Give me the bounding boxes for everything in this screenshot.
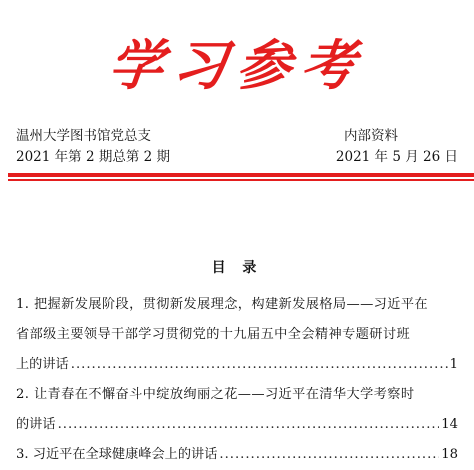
toc-entry-text: 3. 习近平在全球健康峰会上的讲话 [16, 447, 218, 462]
toc-leader [58, 410, 440, 440]
toc-entry-text: 2. 让青春在不懈奋斗中绽放绚丽之花——习近平在清华大学考察时 [16, 387, 415, 402]
toc-entry[interactable] [16, 290, 458, 380]
issue-number: 2021 年第 2 期总第 2 期 [16, 149, 170, 165]
toc-page-number: 14 [441, 417, 458, 432]
toc-page-number: 1 [449, 357, 458, 372]
header-row-2 [16, 148, 458, 166]
toc-entry-text: 省部级主要领导干部学习贯彻党的十九届五中全会精神专题研讨班 [16, 327, 411, 342]
toc-entry[interactable] [16, 380, 458, 440]
toc-entry-text: 的讲话 [16, 417, 56, 432]
table-of-contents [16, 290, 458, 470]
publisher: 温州大学图书馆党总支 [16, 128, 151, 144]
toc-title: 目 录 [211, 260, 263, 276]
masthead [0, 26, 474, 104]
classification: 内部资料 [344, 128, 398, 144]
toc-leader [219, 440, 439, 470]
header-rule-thin [8, 179, 474, 181]
masthead-title: 学习参考 [105, 33, 369, 97]
header-rule-thick [8, 173, 474, 177]
toc-entry-text: 上的讲话 [16, 357, 69, 372]
toc-entry-text: 1. 把握新发展阶段，贯彻新发展理念，构建新发展格局——习近平在 [16, 297, 429, 312]
toc-leader [71, 350, 448, 380]
publish-date: 2021 年 5 月 26 日 [335, 149, 458, 165]
toc-page-number: 18 [441, 447, 458, 462]
header-row-1 [16, 127, 458, 145]
toc-entry[interactable] [16, 440, 458, 470]
